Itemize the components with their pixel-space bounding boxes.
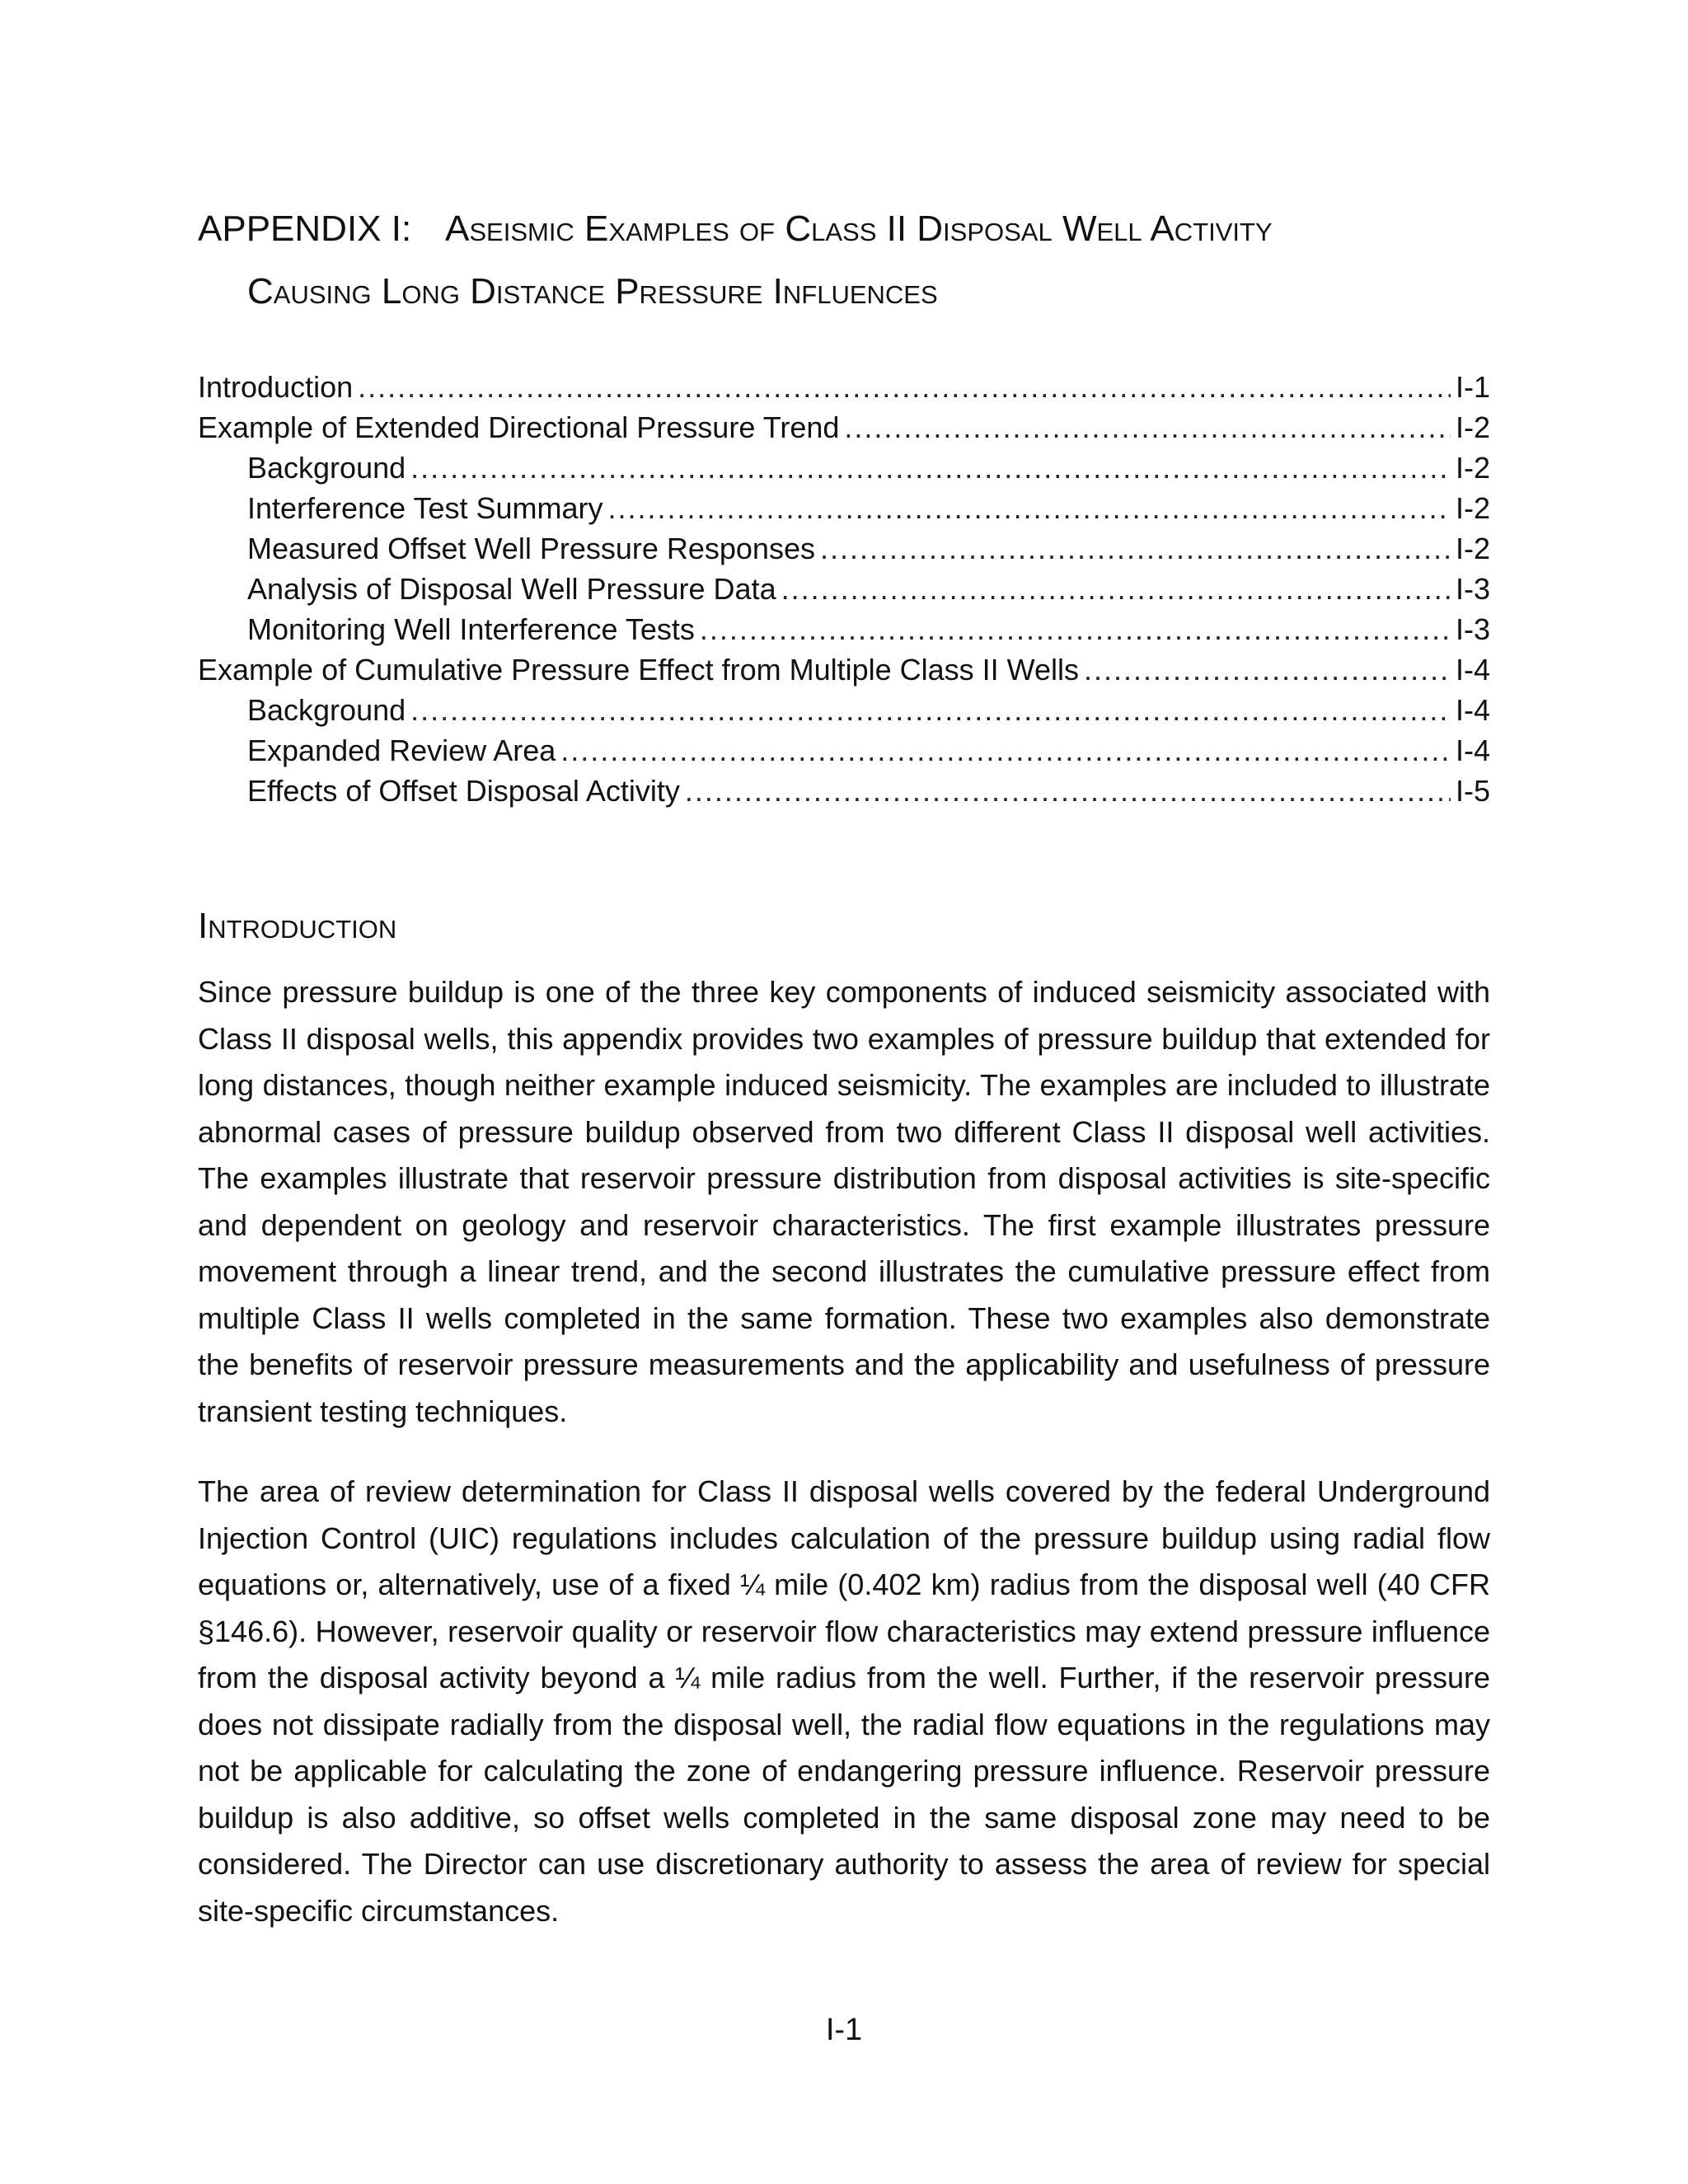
toc-entry-title: Example of Cumulative Pressure Effect from Multiple Class II Wells [198, 653, 1080, 687]
appendix-title-line1: Aseismic Examples of Class II Disposal Well Activity [445, 209, 1273, 249]
toc-entry-title: Effects of Offset Disposal Activity [247, 774, 680, 808]
toc-entry[interactable] [198, 367, 1490, 407]
appendix-label: APPENDIX I: [198, 209, 412, 249]
toc-entry-title: Introduction [198, 370, 354, 404]
toc-page-number: I-1 [1455, 370, 1490, 404]
toc-entry-title: Example of Extended Directional Pressure Trend [198, 410, 840, 444]
toc-entry-title: Background [247, 451, 406, 485]
toc-dot-leader [700, 609, 1451, 649]
toc-dot-leader [358, 367, 1451, 407]
page-number-footer: I-1 [825, 2013, 863, 2047]
toc-entry-title: Background [247, 693, 406, 727]
toc-dot-leader [560, 730, 1451, 771]
toc-subentry[interactable] [198, 528, 1490, 569]
toc-dot-leader [1084, 649, 1451, 690]
toc-dot-leader [685, 771, 1451, 811]
appendix-title-line2: Causing Long Distance Pressure Influences [247, 271, 938, 312]
toc-entry-title: Monitoring Well Interference Tests [247, 612, 695, 646]
toc-entry-title: Analysis of Disposal Well Pressure Data [247, 572, 776, 606]
table-of-contents [198, 367, 1490, 811]
toc-subentry[interactable] [198, 771, 1490, 811]
toc-subentry[interactable] [198, 488, 1490, 528]
toc-page-number: I-2 [1455, 532, 1490, 565]
toc-dot-leader [608, 488, 1451, 528]
toc-entry[interactable] [198, 407, 1490, 448]
toc-dot-leader [410, 690, 1451, 730]
toc-dot-leader [410, 448, 1451, 488]
toc-entry-title: Expanded Review Area [247, 733, 556, 767]
appendix-title [198, 198, 1490, 323]
toc-dot-leader [844, 407, 1451, 448]
introduction-heading: Introduction [198, 906, 397, 946]
toc-entry-title: Interference Test Summary [247, 491, 603, 525]
toc-page-number: I-4 [1455, 693, 1490, 727]
introduction-paragraph-1: Since pressure buildup is one of the three key components of induced seismicity associated with Class II disposal wells, this appendix provides two examples of pressure buildup that extended for long distances, though neither example induced seismicity. The examples are included to illustrate abnormal cases of pressure buildup observed from two different Class II disposal well activities. The examples illustrate that reservoir pressure distribution from disposal activities is site-specific and dependent on geology and reservoir characteristics. The first example illustrates pressure movement through a linear trend, and the second illustrates the cumulative pressure effect from multiple Class II wells completed in the same formation. These two examples also demonstrate the benefits of reservoir pressure measurements and the applicability and usefulness of pressure transient testing techniques. [198, 975, 1490, 1428]
toc-subentry[interactable] [198, 569, 1490, 609]
toc-page-number: I-3 [1455, 572, 1490, 606]
toc-page-number: I-5 [1455, 774, 1490, 808]
toc-page-number: I-4 [1455, 653, 1490, 687]
toc-page-number: I-3 [1455, 612, 1490, 646]
introduction-paragraph-2: The area of review determination for Class II disposal wells covered by the federal Underground Injection Control (UIC) regulations includes calculation of the pressure buildup using radial flow equations or, alternatively, use of a fixed ¼ mile (0.402 km) radius from the disposal well (40 CFR §146.6). However, reservoir quality or reservoir flow characteristics may extend pressure influence from the disposal activity beyond a ¼ mile radius from the well. Further, if the reservoir pressure does not dissipate radially from the disposal well, the radial flow equations in the regulations may not be applicable for calculating the zone of endangering pressure influence. Reservoir pressure buildup is also additive, so offset wells completed in the same disposal zone may need to be considered. The Director can use discretionary authority to assess the area of review for special site-specific circumstances. [198, 1474, 1490, 1928]
toc-subentry[interactable] [198, 448, 1490, 488]
toc-page-number: I-2 [1455, 410, 1490, 444]
toc-page-number: I-2 [1455, 451, 1490, 485]
toc-dot-leader [781, 569, 1451, 609]
toc-entry-title: Measured Offset Well Pressure Responses [247, 532, 815, 565]
toc-entry[interactable] [198, 649, 1490, 690]
toc-subentry[interactable] [198, 690, 1490, 730]
toc-page-number: I-4 [1455, 733, 1490, 767]
toc-subentry[interactable] [198, 730, 1490, 771]
toc-page-number: I-2 [1455, 491, 1490, 525]
toc-subentry[interactable] [198, 609, 1490, 649]
toc-dot-leader [820, 528, 1451, 569]
